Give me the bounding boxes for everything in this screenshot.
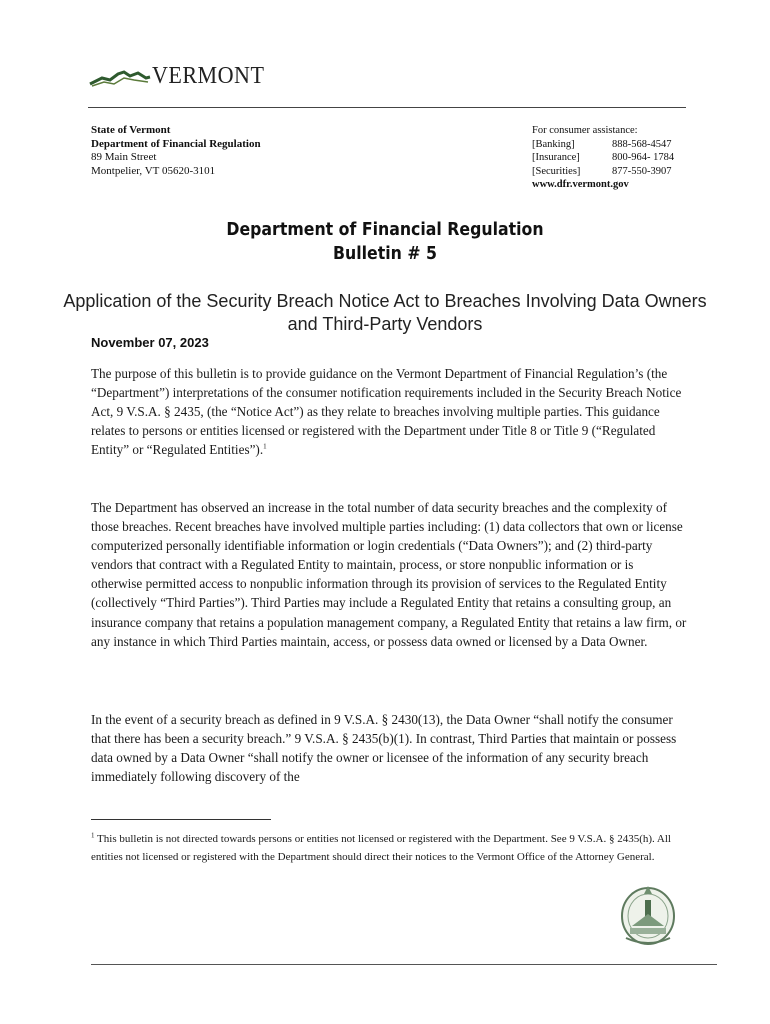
page-title — [39, 218, 732, 266]
header-divider — [88, 107, 686, 108]
title-line-2: Bulletin # 5 — [333, 244, 437, 264]
footer-divider — [91, 964, 717, 965]
vermont-logo — [88, 62, 288, 92]
assistance-phone: 888-568-4547 — [612, 138, 672, 150]
consumer-assistance-block — [532, 124, 674, 192]
paragraph-1-text: The purpose of this bulletin is to provide guidance on the Vermont Department of Financial Regulation’s (the “Department”) interpretations of the consumer notification requirements included in the Security Breach Notice Act, 9 V.S.A. § 2435, (the “Notice Act”) as they relate to breaches involving multiple parties. This guidance relates to persons or entities licensed or registered with the Department under Title 8 or Title 9 (“Regulated Entity” or “Regulated Entities”). — [91, 366, 682, 458]
bulletin-date: November 07, 2023 — [91, 335, 209, 350]
paragraph-2: The Department has observed an increase in the total number of data security breaches and the complexity of those breaches. Recent breaches have involved multiple parties including: (1) data collectors that own or license computerized personally identifiable information or login credentials (“Data Owners”); and (2) third-party vendors that contract with a Regulated Entity to maintain, process, or store nonpublic information or is otherwise permitted access to nonpublic information through its provision of services to the Regulated Entity (collectively “Third Parties”). Third Parties may include a Regulated Entity that retains a consulting group, an insurance company that retains a population management company, a Regulated Entity that retains a law firm, or any instance in which Third Parties maintain, access, or possess data owned or licensed by a Data Owner. — [91, 500, 687, 649]
mountain-logo-icon — [88, 62, 152, 92]
assistance-row — [532, 165, 674, 179]
address-block — [91, 124, 261, 178]
assistance-phone: 800-964- 1784 — [612, 152, 675, 163]
paragraph-3: In the event of a security breach as defined in 9 V.S.A. § 2430(13), the Data Owner “shall notify the consumer that there has been a security breach.” 9 V.S.A. § 2435(b)(1). In contrast, Third Parties that maintain or possess data owned by a Data Owner “shall notify the owner or licensee of the information of any security breach immediately following discovery of the — [91, 712, 677, 785]
website-link[interactable]: www.dfr.vermont.gov — [532, 179, 629, 190]
address-line-4: Montpelier, VT 05620-3101 — [91, 164, 216, 177]
logo-wordmark: VERMONT — [152, 63, 265, 89]
title-line-1: Department of Financial Regulation — [226, 220, 544, 240]
state-seal-icon — [618, 880, 678, 950]
assistance-heading: For consumer assistance: — [532, 125, 638, 136]
footnote-ref[interactable]: 1 — [263, 442, 267, 451]
paragraph-1 — [91, 364, 687, 459]
assistance-label: [Insurance] — [532, 152, 580, 163]
footnote-divider — [91, 819, 271, 820]
assistance-label: [Securities] — [532, 165, 581, 177]
assistance-label: [Banking] — [532, 138, 575, 150]
footnote-text: This bulletin is not directed towards persons or entities not licensed or registered with the Department. See 9 V.S.A. § 2435(h). All entities not licensed or registered with the Department should direct their notices to the Vermont Office of the Attorney General. — [91, 833, 671, 863]
assistance-phone: 877-550-3907 — [612, 165, 672, 177]
assistance-row — [532, 151, 674, 165]
address-line-2: Department of Financial Regulation — [91, 137, 261, 150]
footnote — [91, 830, 681, 866]
bulletin-subtitle: Application of the Security Breach Notice Act to Breaches Involving Data Owners and Third-Party Vendors — [63, 291, 707, 334]
address-line-3: 89 Main Street — [91, 151, 157, 163]
address-line-1: State of Vermont — [91, 124, 171, 136]
assistance-row — [532, 138, 674, 152]
footnote-mark: 1 — [91, 831, 95, 840]
